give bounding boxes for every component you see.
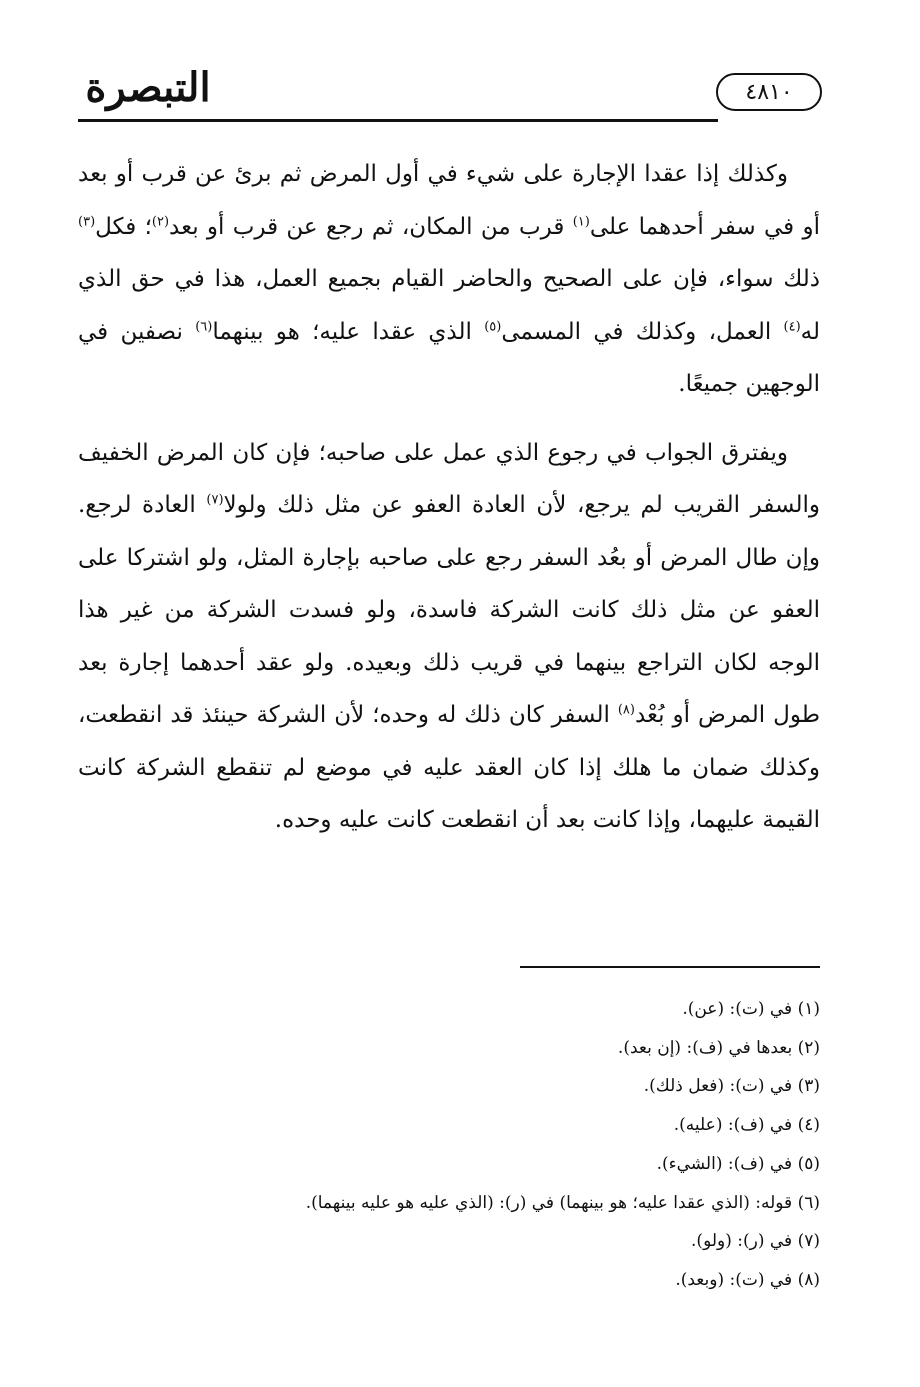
- header-rule: [78, 119, 718, 122]
- footnote-ref-5[interactable]: (٥): [484, 318, 502, 334]
- footnote-1: (١) في (ت): (عن).: [682, 999, 820, 1019]
- footnote-ref-2[interactable]: (٢): [151, 213, 170, 229]
- page-number: ٤٨١٠: [745, 79, 793, 105]
- footnote-separator: [520, 966, 820, 968]
- footnote-2: (٢) بعدها في (ف): (إن بعد).: [617, 1037, 820, 1058]
- footnote-3: (٣) في (ت): (فعل ذلك).: [643, 1076, 820, 1097]
- page-number-badge: [716, 73, 822, 111]
- footnote-ref-6[interactable]: (٦): [195, 318, 213, 334]
- footnote-5: (٥) في (ف): (الشيء).: [656, 1153, 820, 1174]
- footnote-ref-4[interactable]: (٤): [783, 318, 801, 334]
- footnote-8: (٨) في (ت): (وبعد).: [675, 1269, 820, 1290]
- footnotes-list: [78, 990, 820, 1300]
- paragraph-2: ويفترق الجواب في رجوع الذي عمل على صاحبه؛ فإن كان المرض الخفيف والسفر القريب لم يرجع، لأن العادة العفو عن مثل ذلك ولولا$^{(٧)}$ العادة لرجع. وإن طال المرض أو بعُد السفر رجع على صاحبه بإجارة المثل، ولو اشتركا على العفو عن مثل ذلك كانت الشركة فاسدة، ولو فسدت الشركة من غير هذا الوجه لكان التراجع بينهما في قريب ذلك وبعيده. ولو عقد أحدهما إجارة بعد طول المرض أو بُعْد$^{(٨)}$ السفر كان ذلك له وحده؛ لأن الشركة حينئذ قد انقطعت، وكذلك ضمان ما هلك إذا كان العقد عليه في موضع لم تنقطع الشركة كانت القيمة عليهما، وإذا كانت بعد أن انقطعت كانت عليه وحده.: [78, 439, 821, 833]
- footnote-ref-3[interactable]: (٣): [78, 213, 96, 229]
- paragraph-1: وكذلك إذا عقدا الإجارة على شيء في أول المرض ثم برئ عن قرب أو بعد أو في سفر أحدهما على$^{(١)}$ قرب من المكان، ثم رجع عن قرب أو بعد$^{(٢)}$؛ فكل$^{(٣)}$ ذلك سواء، فإن على الصحيح والحاضر القيام بجميع العمل، هذا في حق الذي له$^{(٤)}$ العمل، وكذلك في المسمى$^{(٥)}$ الذي عقدا عليه؛ هو بينهما$^{(٦)}$ نصفين في الوجهين جميعًا.: [78, 161, 820, 397]
- footnote-ref-7[interactable]: (٧): [206, 492, 224, 508]
- main-text: [78, 148, 820, 863]
- footnote-ref-8[interactable]: (٨): [617, 702, 635, 718]
- footnote-ref-1[interactable]: (١): [572, 213, 590, 229]
- footnote-6: (٦) قوله: (الذي عقدا عليه؛ هو بينهما) في (ر): (الذي عليه هو عليه بينهما).: [305, 1192, 820, 1213]
- running-header-book-title: التبصرة: [85, 64, 211, 111]
- footnote-4: (٤) في (ف): (عليه).: [673, 1115, 820, 1136]
- footnote-7: (٧) في (ر): (ولو).: [691, 1231, 820, 1252]
